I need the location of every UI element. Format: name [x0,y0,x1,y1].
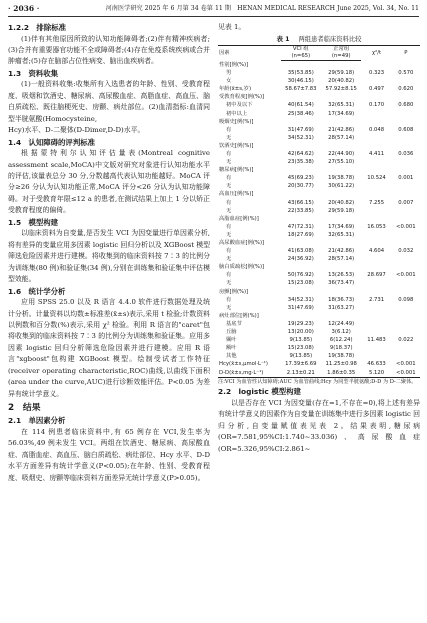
cell-vci [281,142,321,150]
cell-p [392,93,420,101]
cell-p [392,263,420,271]
cell-stat: 0.048 [368,126,385,133]
heading-univariate: 2.1 单因素分析 [8,416,66,426]
cell-normal: 3(6.12) [331,329,351,336]
cell-p [392,134,420,142]
cell-stat [361,263,391,271]
cell-normal [321,239,361,247]
cell-vci: 15(23.08) [287,345,314,352]
cell-normal: 18(36.73) [328,296,355,303]
cell-stat: 4.411 [368,150,385,157]
table-row [218,215,420,223]
cell-stat [361,207,391,215]
cell-factor: 有 [226,199,232,206]
table-row [218,247,420,255]
left-column [8,22,210,620]
cell-p [392,166,420,174]
table-row [218,77,420,85]
table-row [218,110,420,118]
cell-factor: 无 [226,304,232,311]
cell-vci: 35(53.85) [287,70,314,77]
cell-normal: 12(24.49) [328,320,355,327]
paragraph-data-collection-cont: Hcy)水平、D-二聚体(D-Dimer,D-D)水平。 [8,126,145,135]
right-column [218,22,420,620]
cell-normal: 22(44.90) [328,150,355,157]
cell-normal: 27(55.10) [328,159,355,166]
cell-stat [361,215,391,223]
cell-stat: 11.483 [367,337,386,344]
table-row [218,93,420,101]
cell-p [392,304,420,312]
cell-normal: 36(73.47) [328,280,355,287]
cell-p: <0.001 [392,369,420,378]
cell-vci: 18(27.69) [287,231,314,238]
cell-stat [361,118,391,126]
cell-p [392,190,420,198]
clinical-data-table [218,45,420,377]
cell-factor: 无 [226,207,232,214]
cell-factor: 有 [226,272,232,279]
table-row [218,118,420,126]
cell-factor: 基底节 [226,320,242,327]
cell-p [392,279,420,287]
cell-stat [361,255,391,263]
table-row [218,69,420,77]
table-row [218,190,420,198]
table-row [218,101,420,109]
cell-vci: 22(33.85) [287,207,314,214]
cell-vci: 34(52.31) [287,134,314,141]
cell-p [392,344,420,352]
cell-normal [321,190,361,198]
cell-normal: 6(12.24) [329,337,353,344]
cell-vci: 41(63.08) [287,248,314,255]
cell-stat: 0.170 [368,102,385,109]
cell-normal: 19(38.78) [328,175,355,182]
cell-normal: 28(57.14) [328,134,355,141]
cell-normal: 17(34.69) [328,223,355,230]
cell-stat [361,190,391,198]
table-row [218,134,420,142]
cell-vci: 50(76.92) [287,272,314,279]
cell-factor: Hcy(x̄±s,μmol·L⁻¹) [219,361,268,368]
paragraph-exclusion-criteria: (1)伴有其他原因所致的认知功能障碍者;(2)伴有精神疾病者;(3)合并有重要器官功能不全或障碍者;(4)存在免疫系统疾病或合并肿瘤者;(5)存在脑部占位性病变、脑出血疾病者。 [8,34,210,66]
table-row [218,199,420,207]
paragraph-statistics: 应用 SPSS 25.0 以及 R 语言 4.4.0 软件进行数据处理及统计分析。计量资料以均数±标准差(x̄±s)表示,采用 t 检验;计数资料以例数和百分数(%)表示,采用 χ² 检验。利用 R 语言的"caret"包将收集到的临床资料按 7∶3 的比例分为训练集和验证集。应用多因素 logistic 回归分析筛选危险因素并进行建模。应用 R 语言"xgboost"包构建 XGBoost 模型。绘制受试者工作特征(receiver operating characteristic,ROC)曲线,以曲线下面积(area under the curve,AUC)进行诊断效能评估。P<0.05 为差异有统计学意义。 [8,298,210,398]
cell-factor: 年龄(x̄±s,岁) [219,86,252,93]
cell-factor: 无 [226,280,232,287]
cell-factor: 有 [226,248,232,255]
cell-stat: 7.255 [368,199,385,206]
table-row [218,182,420,190]
table-row [218,296,420,304]
cell-factor: 高尿酸血症[例(%)] [219,240,265,247]
table-row [218,239,420,247]
cell-vci: 17.39±6.69 [285,361,317,368]
cell-vci [281,61,321,69]
cell-p [392,77,420,85]
cell-factor: 无 [226,256,232,263]
cell-stat [361,142,391,150]
table-row [218,158,420,166]
cell-stat [361,304,391,312]
cell-p: 0.098 [398,296,414,303]
cell-p: 0.032 [398,248,414,255]
cell-factor: 丘脑 [226,329,237,336]
cell-stat [361,320,391,328]
cell-stat: 0.497 [368,86,385,93]
cell-p [392,231,420,239]
col-header-vci: VCI 组 [281,46,321,54]
cell-p: 0.001 [398,175,414,182]
table-row [218,61,420,69]
cell-vci [281,118,321,126]
cell-stat: 10.524 [367,175,386,182]
cell-p [392,352,420,360]
cell-p: <0.001 [396,361,416,368]
cell-stat [361,110,391,118]
see-table-text: 见表 1。 [218,23,246,31]
cell-vci: 30(46.15) [287,78,314,85]
cell-factor: 病灶部位[例(%)] [219,312,259,319]
page-number: · 2036 · [8,4,40,13]
table-row [218,126,420,134]
table-row [218,263,420,271]
cell-normal: 11.25±0.98 [325,361,357,368]
cell-normal: 1.86±0.35 [321,369,361,378]
cell-vci: 31(47.69) [287,126,314,133]
table-note: 注:VCI 为血管性认知障碍;AUC 为血管曲线;Hcy 为同型半胱氨酸;D-D 为 D-二聚体。 [218,378,417,385]
cell-normal: 28(57.14) [328,256,355,263]
cell-stat [361,77,391,85]
paragraph-data-collection: (1)一般资料收集:收集所有入选患者的年龄、性别、受教育程度、吸烟和饮酒史、糖尿病、高尿酸血症、高脂血症、高血压、脑白质疏松、既往脑梗死史、房颤、病灶部位。(2)血清指标:血清同型半胱氨酸(Homocysteine, [8,80,210,123]
cell-p [392,207,420,215]
paragraph-univariate: 在 114 例患者临床资料中,有 65 例存在 VCI,发生率为 56.03%,49 例未发生 VCI。两组在饮酒史、糖尿病、高尿酸血症、高脂血症、高血压、脑白质疏松、病灶部位、Hcy 水平、D-D 水平方面差异有统计学意义(P<0.05);在年龄、性别、受教育程度、吸烟史、房颤等临床资料方面差异无统计学意义(P>0.05)。 [8,427,210,482]
table-row [218,288,420,296]
cell-factor: 其他 [226,353,237,360]
cell-vci [281,166,321,174]
cell-factor: 有 [226,126,232,133]
table-caption [218,35,420,45]
table-row [218,231,420,239]
table-row [218,271,420,279]
heading-data-collection: 1.3 资料收集 [8,68,59,78]
cell-normal [321,263,361,271]
cell-stat [361,352,391,360]
cell-vci: 42(64.62) [287,150,314,157]
col-header-normal: 正常组 [321,46,361,54]
cell-p: 0.022 [398,337,414,344]
cell-vci: 9(13.85) [289,337,313,344]
cell-normal [321,142,361,150]
cell-stat: 28.697 [367,272,386,279]
cell-vci: 24(36.92) [287,256,314,263]
cell-vci: 25(38.46) [287,110,314,117]
cell-p: 0.620 [398,86,414,93]
table-row [218,352,420,360]
col-header-p: P [392,46,420,61]
cell-normal: 32(65.31) [328,102,355,109]
journal-running-title: 河南医学研究 2025 年 6 月第 34 卷第 11 期 HENAN MEDICAL RESEARCH June 2025, Vol. 34, No. 11 [105,5,419,12]
cell-p [392,158,420,166]
table-number: 表 1 [276,36,290,44]
col-header-stat: χ²/t [361,46,391,61]
cell-normal: 13(26.53) [328,272,355,279]
heading-results: 2 结果 [8,403,41,414]
cell-p [392,142,420,150]
cell-stat [361,166,391,174]
cell-normal: 30(61.22) [328,183,355,190]
cell-vci: 9(13.85) [289,353,313,360]
cell-vci: 19(29.23) [287,320,314,327]
cell-factor: 颞叶 [226,337,237,344]
cell-normal: 17(34.69) [328,110,355,117]
cell-vci [281,93,321,101]
cell-vci: 47(72.31) [287,223,314,230]
table-row [218,320,420,328]
cell-vci [281,190,321,198]
cell-normal: 20(40.82) [328,78,355,85]
table-row [218,369,420,378]
cell-normal [321,215,361,223]
table-body [218,61,420,377]
table-row [218,207,420,215]
table-title: 两组患者临床资料比较 [298,36,362,44]
cell-vci: 45(69.23) [287,175,314,182]
paragraph-model-building: 以临床资料为自变量,是否发生 VCI 为因变量进行单因素分析,将有差异的变量应用多因素 logistic 回归分析以及 XGBoost 模型筛选危险因素并进行建模。将收集到的临床资料按 7∶3 的比例分为训练集(80 例)和验证集(34 例),分别在训练集和验证集中评估模型效能。 [8,229,210,284]
cell-factor: 饮酒史[例(%)] [219,142,254,149]
cell-vci [281,215,321,223]
cell-factor: 额叶 [226,345,237,352]
cell-normal [321,288,361,296]
cell-stat [361,288,391,296]
cell-vci: 40(61.54) [287,102,314,109]
cell-normal: 29(59.18) [328,70,355,77]
cell-factor: 有 [226,296,232,303]
cell-vci: 20(30.77) [287,183,314,190]
heading-logistic-model: 2.2 logistic 模型构建 [218,387,301,397]
cell-factor: 糖尿病[例(%)] [219,167,254,174]
cell-stat [361,134,391,142]
cell-factor: 性别[例(%)] [219,61,249,68]
cell-p [392,320,420,328]
cell-vci [281,312,321,320]
cell-vci: 23(35.38) [287,159,314,166]
cell-factor: 无 [226,134,232,141]
cell-normal: 32(65.31) [328,231,355,238]
cell-stat [361,239,391,247]
cell-vci [281,239,321,247]
table-row [218,344,420,352]
cell-p: 0.036 [398,150,414,157]
cell-p [392,255,420,263]
heading-statistics: 1.6 统计学分析 [8,286,66,296]
col-header-vci-n: (n=65) [281,53,321,61]
cell-p [392,182,420,190]
cell-factor: 脑白质疏松[例(%)] [219,264,265,271]
table-row [218,328,420,336]
cell-vci: 34(52.31) [287,296,314,303]
cell-normal: 19(38.78) [328,353,355,360]
table-row [218,255,420,263]
cell-stat [361,279,391,287]
cell-normal: 20(40.82) [328,199,355,206]
table-row [218,142,420,150]
cell-normal [321,93,361,101]
header-rule [8,16,419,17]
cell-vci: 13(20.00) [287,329,314,336]
cell-stat [361,231,391,239]
cell-factor: 初中及以下 [226,102,253,109]
cell-factor: 受教育程度[例(%)] [219,94,265,101]
cell-vci [281,288,321,296]
cell-normal: 57.92±8.15 [325,86,357,93]
table-row [218,174,420,182]
cell-vci: 58.67±7.83 [285,86,317,93]
cell-stat: 5.120 [361,369,391,378]
cell-factor: 无 [226,159,232,166]
heading-cognitive-criteria: 1.4 认知障碍的评判标准 [8,137,95,147]
col-header-normal-n: (n=49) [321,53,361,61]
cell-normal: 21(42.86) [328,248,355,255]
cell-p: 0.680 [398,102,414,109]
cell-factor: 有 [226,150,232,157]
paragraph-logistic-model: 以是否存在 VCI 为因变量(存在=1,不存在=0),将上述有差异有统计学意义的因素作为自变量在训练集中进行多因素 logistic 回归分析,自变量赋值表见表 2。结果表明,糖尿病(OR=7.581,95%CI:1.740~33.036)、高尿酸血症(OR=5.326,95%CI:2.861~ [218,398,420,453]
cell-normal [321,312,361,320]
cell-stat: 0.323 [368,70,385,77]
cell-stat [361,344,391,352]
cell-normal: 31(63.27) [328,304,355,311]
cell-vci: 43(66.15) [287,199,314,206]
table-row [218,360,420,368]
table-row [218,223,420,231]
cell-vci: 15(23.08) [287,280,314,287]
cell-factor: 女 [226,78,232,85]
cell-stat: 2.731 [368,296,385,303]
cell-factor: 无 [226,183,232,190]
cell-p [392,61,420,69]
table-row [218,150,420,158]
cell-factor: 有 [226,223,232,230]
table-row [218,336,420,344]
table-row [218,166,420,174]
cell-p: <0.001 [396,272,416,279]
cell-stat [361,328,391,336]
cell-stat: 4.604 [368,248,385,255]
cell-factor: 初中以上 [226,110,248,117]
cell-stat [361,93,391,101]
heading-exclusion-criteria: 1.2.2 排除标准 [8,23,66,32]
cell-factor: 高脂血症[例(%)] [219,215,259,222]
cell-stat: 16.053 [367,223,386,230]
cell-p [392,215,420,223]
cell-factor: D-D(x̄±s,mg·L⁻¹) [218,369,281,378]
table-row [218,85,420,93]
cell-factor: 高血压[例(%)] [219,191,254,198]
cell-stat [361,312,391,320]
cell-p [392,110,420,118]
cell-p: <0.001 [396,223,416,230]
cell-normal [321,166,361,174]
heading-model-building: 1.5 模型构建 [8,217,59,227]
cell-factor: 有 [226,175,232,182]
cell-factor: 吸烟史[例(%)] [219,118,254,125]
cell-factor: 无 [226,231,232,238]
cell-p [392,312,420,320]
cell-factor: 男 [226,70,232,77]
paragraph-cognitive-criteria: 根据蒙特利尔认知评估量表(Montreal cognitive assessment scale,MoCA)中文版对研究对象进行认知功能水平的评估,该量表总分 30 分,分数越高代表认知功能越好。MoCA 评分≥26 分认为认知功能正常,MoCA 评分<26 分认为认知功能障碍。对于受教育年限≤12 a 的患者,在测试结果上加上 1 分以矫正受教育程度的偏倚。 [8,149,210,215]
cell-normal: 9(18.37) [329,345,353,352]
table-row [218,312,420,320]
cell-p: 0.608 [398,126,414,133]
cell-normal [321,61,361,69]
table-row [218,304,420,312]
cell-normal: 21(42.86) [328,126,355,133]
cell-vci: 2.13±0.21 [281,369,321,378]
cell-stat [361,158,391,166]
cell-normal [321,118,361,126]
cell-normal: 29(59.18) [328,207,355,214]
page-header [8,3,419,15]
cell-stat [361,61,391,69]
cell-p [392,288,420,296]
cell-p [392,239,420,247]
cell-p: 0.570 [398,70,414,77]
cell-vci: 31(47.69) [287,304,314,311]
cell-stat [361,182,391,190]
cell-vci [281,263,321,271]
cell-factor: 房颤[例(%)] [219,288,249,295]
cell-p [392,118,420,126]
cell-stat: 46.633 [367,361,386,368]
cell-p [392,328,420,336]
col-header-factor: 因素 [218,46,281,61]
cell-p: 0.007 [398,199,414,206]
table-row [218,279,420,287]
